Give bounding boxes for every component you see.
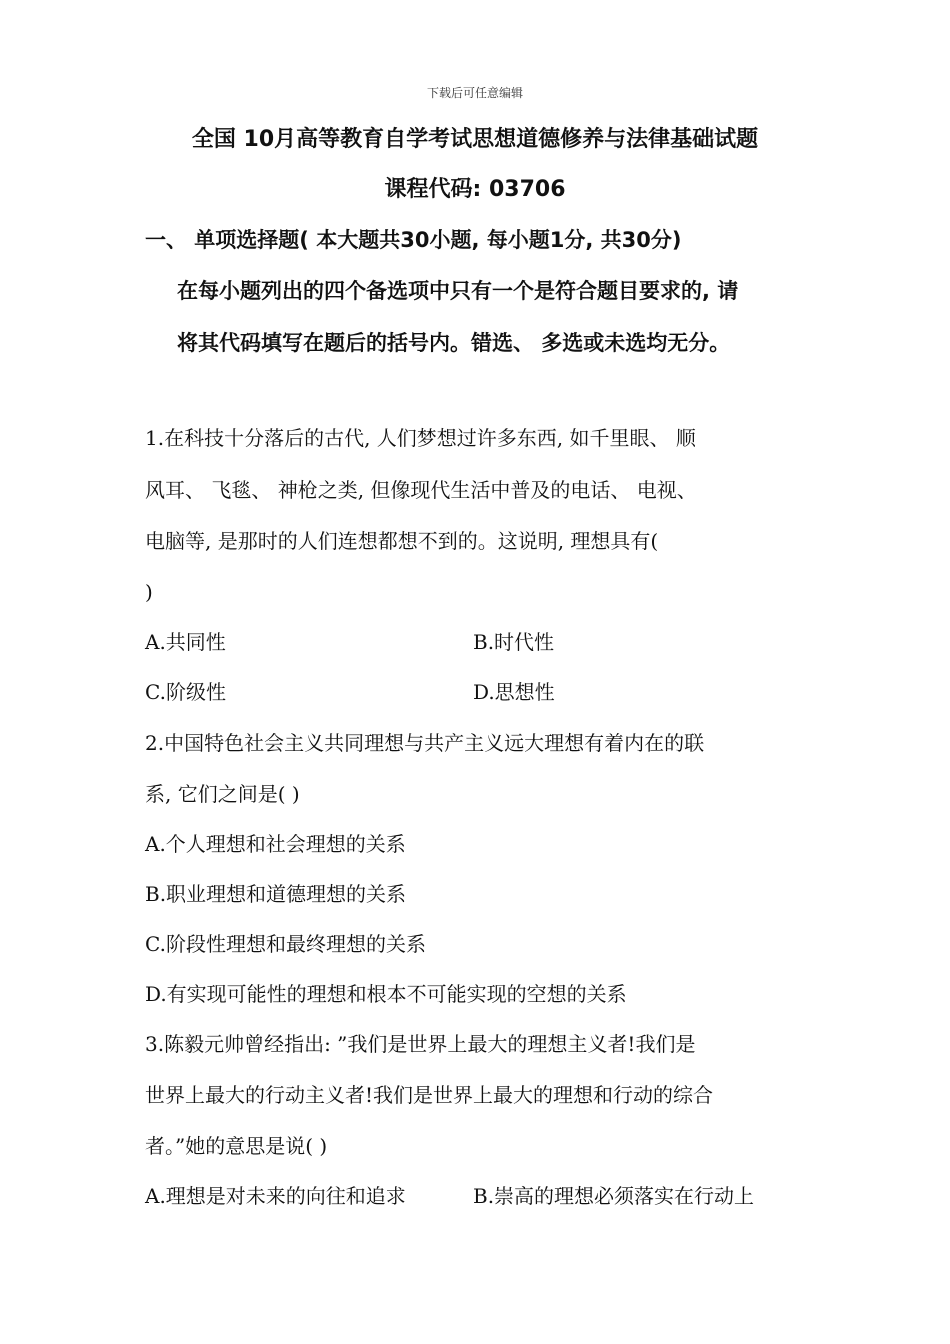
question-1-option-b: B.时代性	[473, 630, 555, 654]
instruction-line: 在每小题列出的四个备选项中只有一个是符合题目要求的, 请	[177, 279, 739, 303]
question-2-option-a: A.个人理想和社会理想的关系	[145, 832, 406, 856]
question-2-option-d: D.有实现可能性的理想和根本不可能实现的空想的关系	[145, 982, 627, 1006]
course-code: 课程代码: 03706	[384, 177, 566, 202]
question-3-stem-line: 3.陈毅元帅曾经指出: ”我们是世界上最大的理想主义者!我们是	[145, 1032, 696, 1056]
question-3-option-a: A.理想是对未来的向往和追求	[145, 1184, 406, 1208]
section-heading: 一、 单项选择题( 本大题共30小题, 每小题1分, 共30分)	[145, 228, 682, 252]
question-1-option-a: A.共同性	[145, 630, 226, 654]
question-2-stem-line: 系, 它们之间是( )	[145, 782, 300, 806]
exam-title: 全国 10月高等教育自学考试思想道德修养与法律基础试题	[191, 127, 759, 152]
question-1-stem-line: )	[145, 580, 153, 604]
question-1-stem-line: 风耳、 飞毯、 神枪之类, 但像现代生活中普及的电话、 电视、	[145, 478, 697, 502]
question-3-option-b: B.崇高的理想必须落实在行动上	[473, 1184, 755, 1208]
header-note: 下载后可任意编辑	[426, 86, 523, 100]
question-2-stem-line: 2.中国特色社会主义共同理想与共产主义远大理想有着内在的联	[145, 731, 705, 755]
question-1-stem-line: 电脑等, 是那时的人们连想都想不到的。这说明, 理想具有(	[145, 529, 659, 553]
question-1-option-c: C.阶级性	[145, 680, 226, 704]
question-3-stem-line: 者。”她的意思是说( )	[145, 1134, 328, 1158]
instruction-line: 将其代码填写在题后的括号内。错选、 多选或未选均无分。	[177, 331, 731, 355]
question-1-stem-line: 1.在科技十分落后的古代, 人们梦想过许多东西, 如千里眼、 顺	[145, 426, 696, 450]
question-1-option-d: D.思想性	[473, 680, 555, 704]
question-2-option-c: C.阶段性理想和最终理想的关系	[145, 932, 426, 956]
question-2-option-b: B.职业理想和道德理想的关系	[145, 882, 407, 906]
question-3-stem-line: 世界上最大的行动主义者!我们是世界上最大的理想和行动的综合	[145, 1083, 714, 1107]
